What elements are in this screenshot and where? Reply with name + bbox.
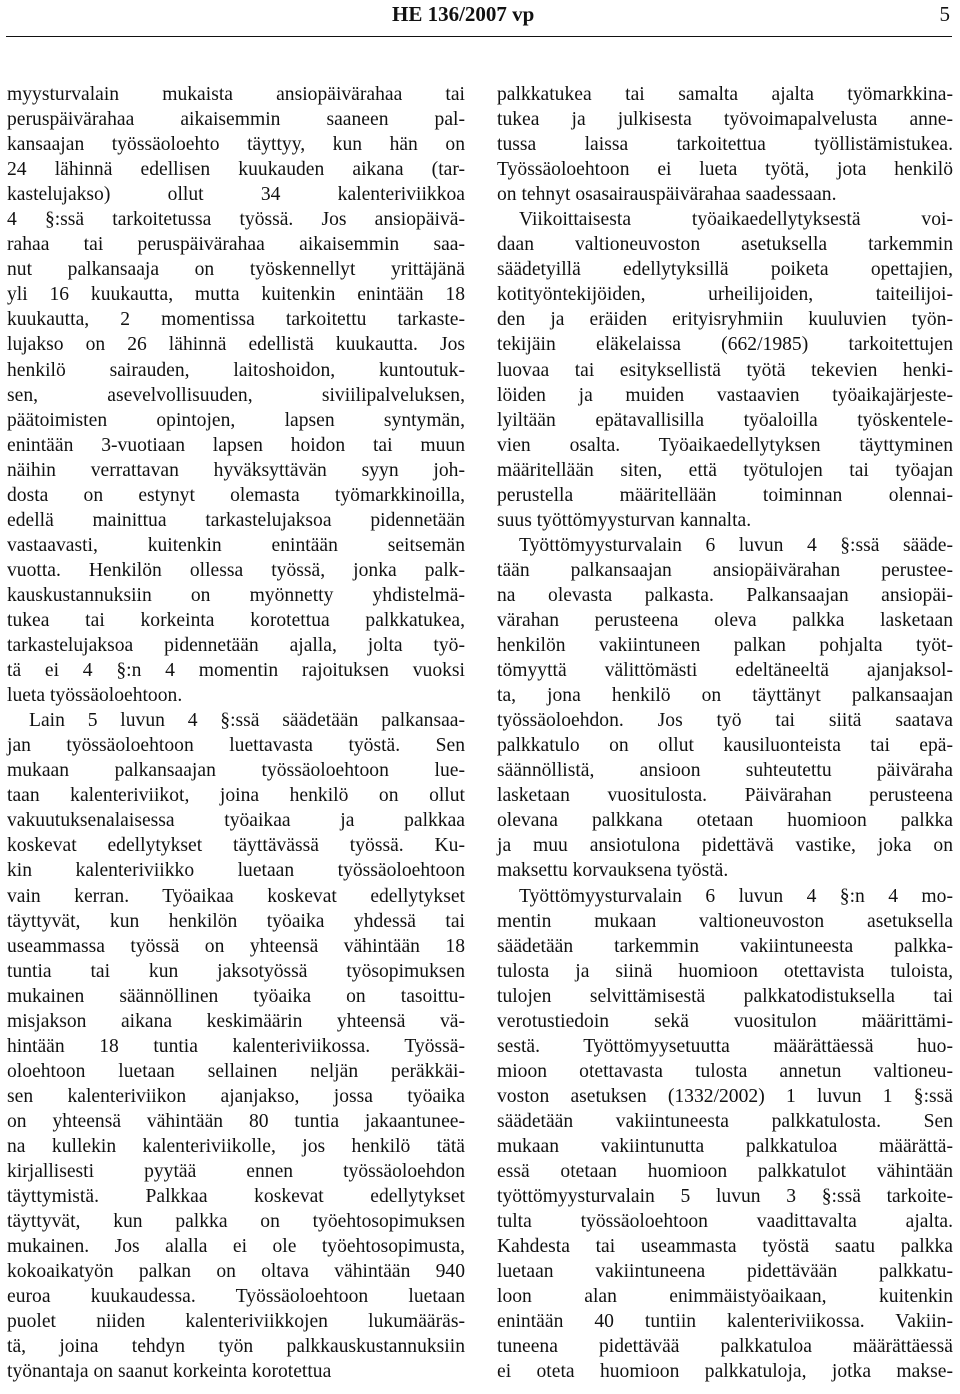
text-line: Kahdesta tai useammasta työstä saatu palkka (497, 1236, 953, 1258)
right-column (497, 82, 953, 1384)
text-line: palkkatukea tai samalta ajalta työmarkkina- (497, 84, 953, 105)
text-line: mukaan palkansaajan työssäoloehtoon lue- (7, 760, 465, 782)
text-line: palkkatulo on ollut kausiluonteista tai epä- (497, 735, 953, 757)
text-line: kansaajan työssäoloehto täyttyy, kun hän on (7, 134, 465, 156)
text-line: verotustiedoin sekä vuositulon määrittämi- (497, 1010, 953, 1032)
text-line: tulojen selvittämisestä palkkatodistuksella tai (497, 985, 953, 1007)
text-line: na kullekin kalenteriviikolle, jos henkilö tätä (7, 1135, 465, 1157)
text-line: voston asetuksen (1332/2002) 1 luvun 1 §:ssä (497, 1085, 953, 1107)
text-line: den ja eräiden erityisryhmiin kuuluvien työn- (497, 309, 953, 331)
text-line: jan työssäoloehtoon luettavasta työstä. Sen (7, 735, 465, 757)
text-line: sestä. Työttömyysetuutta määrättäessä huo- (497, 1035, 953, 1057)
text-line: kokoaikatyön palkan on oltava vähintään 940 (7, 1261, 465, 1283)
text-line: lueta työssäoloehtoon. (7, 685, 183, 707)
text-line: edellä mainittua tarkastelujaksoa pidennetään (7, 509, 465, 531)
text-line: täyttymistä. Palkkaa koskevat edellytykset (7, 1186, 465, 1208)
text-line: henkilön vakiintuneen palkan pohjalta työt- (497, 635, 953, 657)
text-line: värahan perusteena oleva palkka lasketaan (497, 609, 953, 631)
text-line: olevana palkkana otetaan huomioon palkka (497, 810, 953, 832)
text-line: na olevasta palkasta. Palkansaajan ansiopäi- (497, 584, 953, 606)
text-line: kauskustannuksiin on myönnetty yhdistelmä- (7, 584, 465, 606)
text-line: määritellään siten, että työtulojen tai työajan (497, 459, 953, 481)
text-line: 24 lähinnä edellisen kuukauden aikana (tar- (7, 159, 465, 181)
text-line: tulosta ja siinä huomioon otettavista tuloista, (497, 960, 953, 982)
text-line: tä ei 4 §:n 4 momentin rajoituksen vuoksi (7, 660, 465, 682)
text-line: mukaan vakiintunutta palkkatuloa määrättä- (497, 1135, 953, 1157)
text-line: tuneena pidettävää palkkatuloa määrättäessä (497, 1336, 953, 1358)
text-line: mioon otettavasta tulosta annetun valtioneu- (497, 1060, 953, 1082)
header-divider (6, 36, 952, 37)
text-line: säädetyillä edellytyksillä poiketa opettajien, (497, 259, 953, 281)
text-line: Työssäoloehtoon ei lueta työtä, jota henkilö (497, 159, 953, 181)
text-line: löiden ja muiden vastaavien työaikajärjeste- (497, 384, 953, 406)
text-line: tarkastelujaksoa pidennetään ajalla, jolta työ- (7, 635, 465, 657)
text-line: säädetään tarkemmin vakiintuneesta palkka- (497, 935, 953, 957)
text-line: kastelujakso) ollut 34 kalenteriviikkoa (7, 184, 465, 206)
text-line: enintään 3-vuotiaan lapsen hoidon tai muun (7, 434, 465, 456)
text-line: mentin mukaan valtioneuvoston asetuksella (497, 910, 953, 932)
text-line: dosta on estynyt olemasta työmarkkinoilla, (7, 484, 465, 506)
text-line: maksettu korvauksena työstä. (497, 860, 729, 882)
text-line: säädetään vakiintuneesta palkkatulosta. Sen (497, 1110, 953, 1132)
text-line: tömyyttä välittömästi edeltäneeltä ajanjaksol- (497, 660, 953, 682)
text-line: suus työttömyysturvan kannalta. (497, 509, 752, 531)
text-line: Lain 5 luvun 4 §:ssä säädetään palkansaa- (29, 710, 465, 732)
text-line: Työttömyysturvalain 6 luvun 4 §:n 4 mo- (519, 885, 953, 907)
text-line: lasketaan vuositulosta. Päivärahan perusteena (497, 785, 953, 807)
text-line: 4 §:ssä tarkoitetussa työssä. Jos ansiopäivä- (7, 209, 465, 231)
text-line: Työttömyysturvalain 6 luvun 4 §:ssä sääde- (519, 534, 953, 556)
text-line: tä, joina tehdyn työn palkkauskustannuksiin (7, 1336, 465, 1358)
text-line: perustella määritellään toiminnan olennai- (497, 484, 953, 506)
text-line: mukainen säännöllinen työaika on tasoittu- (7, 985, 465, 1007)
text-line: Viikoittaisesta työaikaedellytyksestä voi- (519, 209, 953, 231)
text-line: lujakso on 26 lähinnä edellistä kuukautta. Jos (7, 334, 465, 356)
text-line: työttömyysturvalain 5 luvun 3 §:ssä tarkoite- (497, 1186, 953, 1208)
text-line: ta, jona henkilö on täyttänyt palkansaajan (497, 685, 953, 707)
text-line: päätoimisten opintojen, lapsen syntymän, (7, 409, 465, 431)
text-line: kirjallisesti pyytää ennen työssäoloehdon (7, 1161, 465, 1183)
text-line: vakuutuksenalaisessa työaikaa ja palkkaa (7, 810, 465, 832)
text-line: säännöllistä, ansioon suhteutettu päiväraha (497, 760, 953, 782)
text-line: tulta työssäoloehtoon vaadittavalta ajalta. (497, 1211, 953, 1233)
text-line: luetaan vakiintuneena pidettävään palkkatu- (497, 1261, 953, 1283)
text-line: nut palkansaaja on työskennellyt yrittäjänä (7, 259, 465, 281)
text-line: vain kerran. Työaikaa koskevat edellytykset (7, 885, 465, 907)
text-line: täyttyvät, kun henkilön työaika yhdessä tai (7, 910, 465, 932)
text-line: euroa kuukaudessa. Työssäoloehtoon luetaan (7, 1286, 465, 1308)
text-line: kuukautta, 2 momentissa tarkoitettu tarkaste- (7, 309, 465, 331)
text-line: useammassa työssä on yhteensä vähintään 18 (7, 935, 465, 957)
text-line: sen, asevelvollisuuden, siviilipalveluksen, (7, 384, 465, 406)
text-line: yli 16 kuukautta, mutta kuitenkin enintään 18 (7, 284, 465, 306)
text-line: näihin verrattavan hyväksyttävän syyn joh- (7, 459, 465, 481)
text-line: tukea ja julkisesta työvoimapalvelusta anne- (497, 109, 953, 131)
text-line: luovaa tai esityksellistä työtä tekevien henki- (497, 359, 953, 381)
text-line: hintään 18 tuntia kalenteriviikossa. Työssä- (7, 1035, 465, 1057)
text-line: täyttyvät, kun palkka on työehtosopimuksen (7, 1211, 465, 1233)
document-reference: HE 136/2007 vp (392, 2, 535, 26)
page-number: 5 (939, 2, 950, 26)
text-line: sen kalenteriviikon ajanjakso, jossa työaika (7, 1085, 465, 1107)
text-line: loon alan enimmäistyöaikaan, kuitenkin (497, 1286, 953, 1308)
text-line: tukea tai korkeinta korotettua palkkatukea, (7, 609, 465, 631)
text-line: taan kalenteriviikot, joina henkilö on ollut (7, 785, 465, 807)
text-line: vien osalta. Työaikaedellytyksen täyttyminen (497, 434, 953, 456)
text-line: lyiltään epätavallisilla työaloilla työskentele- (497, 409, 953, 431)
text-line: rahaa tai peruspäivärahaa aikaisemmin saa- (7, 234, 465, 256)
left-column (7, 82, 465, 1384)
text-line: vastaavasti, kuitenkin enintään seitsemän (7, 534, 465, 556)
text-line: essä otetaan huomioon palkkatulot vähintään (497, 1161, 953, 1183)
text-line: kin kalenteriviikko luetaan työssäoloehtoon (7, 860, 465, 882)
text-line: vuotta. Henkilön ollessa työssä, jonka palk- (7, 559, 465, 581)
text-line: tussa laissa tarkoitettua työllistämistukea. (497, 134, 953, 156)
text-line: tuntia tai kun jaksotyössä työsopimuksen (7, 960, 465, 982)
text-line: misjakson aikana keskimäärin yhteensä vä- (7, 1010, 465, 1032)
text-line: on yhteensä vähintään 80 tuntia jakaantunee- (7, 1110, 465, 1132)
text-line: on tehnyt osasairauspäivärahaa saadessaan. (497, 184, 837, 206)
text-line: puolet niiden kalenteriviikkojen lukumääräs- (7, 1311, 465, 1333)
text-line: tekijäin eläkelaissa (662/1985) tarkoitettujen (497, 334, 953, 356)
text-line: kotityöntekijöiden, urheilijoiden, taiteilijoi- (497, 284, 953, 306)
text-line: koskevat edellytykset täyttävässä työssä. Ku- (7, 835, 465, 857)
page-header (0, 0, 960, 30)
text-line: enintään 40 tuntiin kalenteriviikossa. Vakiin- (497, 1311, 953, 1333)
text-line: myysturvalain mukaista ansiopäivärahaa tai (7, 84, 465, 105)
text-line: työssäoloehdon. Jos työ tai siitä saatava (497, 710, 953, 732)
text-line: ja muu ansiotulona pidettävä vastike, joka on (497, 835, 953, 857)
text-line: mukainen. Jos alalla ei ole työehtosopimusta, (7, 1236, 465, 1258)
text-line: ei oteta huomioon palkkatuloja, jotka makse- (497, 1361, 953, 1383)
text-line: tään palkansaajan ansiopäivärahan perustee- (497, 559, 953, 581)
text-line: oloehtoon luetaan sellainen neljän peräkkäi- (7, 1060, 465, 1082)
text-line: peruspäivärahaa aikaisemmin saaneen pal- (7, 109, 465, 131)
text-line: henkilö sairauden, laitoshoidon, kuntoutuk- (7, 359, 465, 381)
text-line: työnantaja on saanut korkeinta korotettua (7, 1361, 332, 1383)
text-line: daan valtioneuvoston asetuksella tarkemmin (497, 234, 953, 256)
